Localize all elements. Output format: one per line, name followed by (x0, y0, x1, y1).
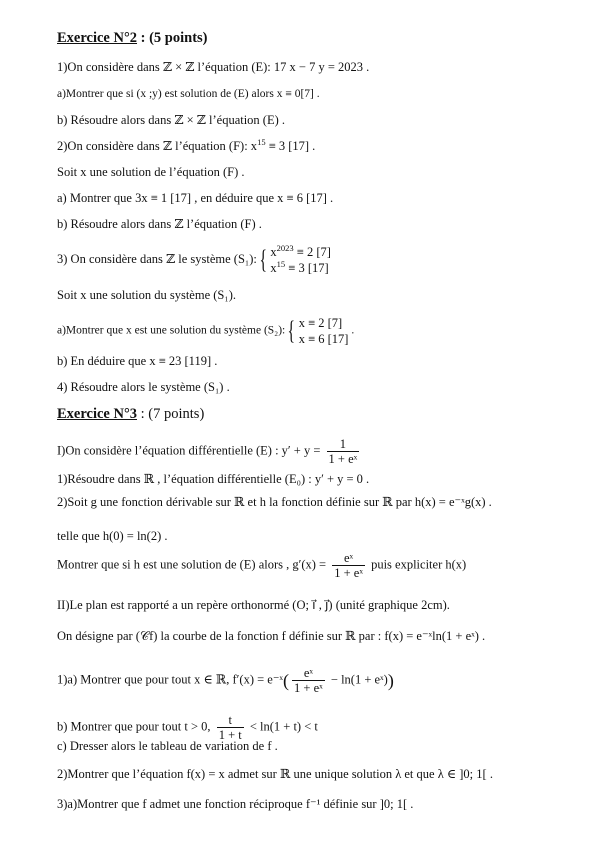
paren-close: ) (387, 670, 394, 691)
ex3-q1: 1)Résoudre dans ℝ , l’équation différentielle (E₀) : y′ + y = 0 . (57, 472, 370, 486)
ex2-q1a: a)Montrer que si (x ;y) est solution de (E) alors x ≡ 0[7] . (57, 88, 320, 100)
ex2-q2-end: ≡ 3 [17] . (265, 139, 316, 153)
ex3-q2-show-text: Montrer que si h est une solution de (E) alors , g′(x) = (57, 557, 330, 572)
ex2-q3a-text: a)Montrer que x est une solution du système (S₂): (57, 324, 286, 337)
system-brace: { (259, 245, 267, 274)
ex2-q2 (57, 138, 315, 154)
fraction: $\frac{\text{eˣ}}{\text{1 + eˣ}}$ (294, 666, 323, 695)
s1-eq2: $x^{15} \equiv 3$ [17] (270, 258, 329, 275)
ex2-q3b: b) En déduire que x ≡ 23 [119] . (57, 354, 218, 368)
fraction: $\frac{t}{1 + t}$ (218, 713, 242, 742)
ex2-points: : (5 points) (137, 30, 208, 46)
ex2-q3 (57, 244, 331, 276)
ex3-part1 (57, 437, 362, 466)
ex2-q4: 4) Résoudre alors le système (S₁) . (57, 380, 230, 394)
ex3-points: : (7 points) (137, 406, 205, 422)
ex2-q2-intro: Soit x une solution de l’équation (F) . (57, 165, 245, 179)
ex3-part2-curve: On désigne par (𝒞f) la courbe de la fonction f définie sur ℝ par : f(x) = e⁻ˣln(1 + eˣ) . (57, 629, 486, 643)
ex2-q2a: a) Montrer que 3x ≡ 1 [17] , en déduire que x ≡ 6 [17] . (57, 191, 334, 205)
ex3-part2: II)Le plan est rapporté a un repère orthonormé (O; i⃗ , j⃗) (unité graphique 2cm). (57, 598, 450, 612)
ex3-q1a (57, 666, 394, 695)
ex3-q1b-end: < ln(1 + t) < t (246, 719, 318, 734)
ex3-q1b-text: b) Montrer que pour tout t > 0, (57, 719, 214, 734)
ex2-heading (57, 30, 208, 46)
ex3-q2-show (57, 551, 466, 580)
system-s2 (299, 315, 349, 347)
ex2-q2b: b) Résoudre alors dans ℤ l’équation (F) . (57, 217, 262, 231)
ex3-q2-show-end: puis expliciter h(x) (367, 557, 467, 572)
fraction: $\frac{1}{\text{1 + eˣ}}$ (328, 437, 358, 466)
s2-eq2: x ≡ 6 [17] (298, 332, 349, 346)
ex2-title: Exercice N°2 (57, 30, 138, 46)
ex2-q3a (57, 315, 354, 347)
ex2-q3a-end: . (348, 324, 355, 337)
system-s1 (270, 244, 331, 276)
ex3-title: Exercice N°3 (57, 406, 138, 422)
ex3-q1c: c) Dresser alors le tableau de variation de f . (57, 739, 278, 753)
ex2-q3-text: 3) On considère dans ℤ le système (S₁): (57, 251, 257, 266)
system-brace: { (287, 316, 296, 345)
s1-eq1: $x^{2023} \equiv 2$ [7] (270, 242, 331, 259)
ex3-q2-cond: telle que h(0) = ln(2) . (57, 529, 168, 543)
ex3-part1-text: I)On considère l’équation différentielle (E) : y′ + y = (57, 443, 324, 458)
ex2-q1: 1)On considère dans ℤ × ℤ l’équation (E): 17 x − 7 y = 2023 . (57, 60, 370, 74)
ex3-q2: 2)Soit g une fonction dérivable sur ℝ et h la fonction définie sur ℝ par h(x) = e⁻ˣg(x) . (57, 495, 492, 509)
s2-eq1: x ≡ 2 [7] (298, 316, 343, 330)
ex2-q2-exp: 15 (257, 136, 266, 147)
ex2-q1b: b) Résoudre alors dans ℤ × ℤ l’équation (E) . (57, 113, 286, 127)
fraction: $\frac{\text{eˣ}}{\text{1 + eˣ}}$ (334, 551, 363, 580)
ex2-q3-intro: Soit x une solution du système (S₁). (57, 288, 237, 302)
paren-open: ( (283, 670, 290, 691)
ex3-q1a-text: 1)a) Montrer que pour tout x ∈ ℝ, f′(x) = e⁻ˣ (57, 672, 284, 687)
ex2-q2-text: 2)On considère dans ℤ l’équation (F): x (57, 139, 258, 153)
ex3-heading (57, 406, 204, 422)
ex3-q1a-end: − ln(1 + eˣ) (327, 672, 388, 687)
ex3-q2-eq: 2)Montrer que l’équation f(x) = x admet sur ℝ une unique solution λ et que λ ∈ ]0; 1[ . (57, 767, 493, 781)
ex3-q3a: 3)a)Montrer que f admet une fonction réciproque f⁻¹ définie sur ]0; 1[ . (57, 797, 414, 811)
